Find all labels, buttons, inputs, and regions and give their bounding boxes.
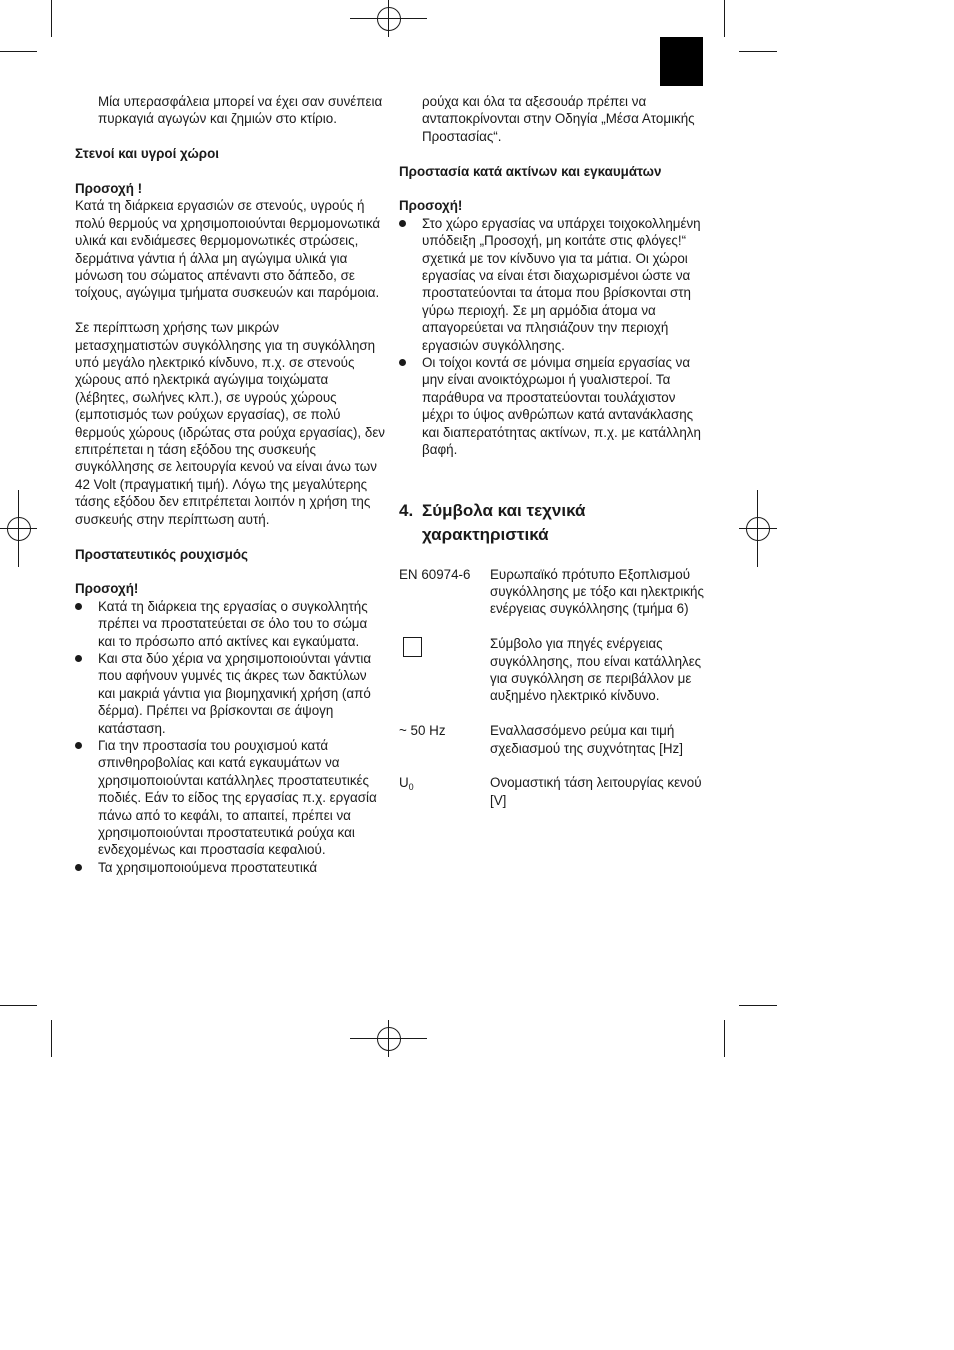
- transformer-paragraph: Σε περίπτωση χρήσης των μικρών μετασχηματιστών συγκόλλησης για τη συγκόλληση υπό μεγάλο ηλεκτρικό κίνδυνο, π.χ. σε στενούς χώρους από ηλεκτρικά αγώγιμα τοιχώματα (λέβητες, σωλήνες κλπ.), σε υγρούς χώρους (εμποτισμός των ρούχων εργασίας), σε πολύ θερμούς χώρους (ιδρώτας στα ρούχα εργασίας), δεν επιτρέπεται η τάση εξόδου της συσκευής συγκόλλησης σε λειτουργία κενού να είναι άνω των 42 Volt (πραγματική τιμή). Λόγω της μεγαλύτερης τάσης εξόδου δεν επιτρέπεται λοιπόν η χρήση της συσκευής στην περίπτωση αυτή.: [75, 320, 385, 527]
- registration-line: [757, 490, 758, 567]
- symbol-key: [399, 774, 490, 809]
- list-item: Τα χρησιμοποιούμενα προστατευτικά: [75, 859, 385, 876]
- radiation-bullet-list: [399, 215, 709, 459]
- crop-mark: [0, 1005, 37, 1006]
- registration-mark-top: [377, 7, 401, 31]
- symbol-row-standard: [399, 566, 709, 618]
- symbol-description: Εναλλασσόμενο ρεύμα και τιμή σχεδιασμού της συχνότητας [Hz]: [490, 723, 683, 756]
- registration-mark-left: [7, 517, 31, 541]
- crop-mark: [51, 0, 52, 37]
- continuation-paragraph: ρούχα και όλα τα αξεσουάρ πρέπει να ανταποκρίνονται στην Οδηγία „Μέσα Ατομικής Προστασίας“.: [422, 94, 695, 144]
- intro-paragraph: Μία υπερασφάλεια μπορεί να έχει σαν συνέπεια πυρκαγιά αγωγών και ζημιών στο κτίριο.: [98, 94, 383, 127]
- caution-label: Προσοχή !: [75, 181, 143, 196]
- narrow-rooms-heading: Στενοί και υγροί χώροι: [75, 146, 219, 162]
- registration-mark-right: [746, 517, 770, 541]
- crop-mark: [724, 0, 725, 37]
- crop-mark: [739, 1005, 777, 1006]
- symbol-description: Σύμβολο για πηγές ενέργειας συγκόλλησης, που είναι κατάλληλες για συγκόλληση σε περιβάλλον με αυξημένο ηλεκτρικό κίνδυνο.: [490, 636, 702, 704]
- list-item: Οι τοίχοι κοντά σε μόνιμα σημεία εργασίας να μην είναι ανοικτόχρωμοι ή γυαλιστεροί. Τα παράθυρα να προστατεύονται τουλάχιστον μέχρι το ύψος ανθρώπων κατά αντανάκλασης και διαπερατότητας ακτίνων, π.χ. με κατάλληλη βαφή.: [399, 354, 709, 458]
- section-number: 4.: [399, 500, 414, 520]
- crop-mark: [51, 1020, 52, 1057]
- left-column: [75, 93, 385, 876]
- symbol-row-no-load-voltage: [399, 774, 709, 809]
- list-item: Κατά τη διάρκεια της εργασίας ο συγκολλητής πρέπει να προστατεύεται σε όλο του το σώμα και το πρόσωπο από ακτίνες και εγκαύματα.: [75, 598, 385, 650]
- registration-line: [388, 1020, 389, 1057]
- symbol-key: EN 60974-6: [399, 566, 471, 582]
- square-outline-symbol-icon: [403, 637, 422, 657]
- protective-clothing-heading: Προστατευτικός ρουχισμός: [75, 546, 249, 562]
- symbol-key: [399, 635, 490, 705]
- list-item: Για την προστασία του ρουχισμού κατά σπινθηροβολίας και κατά εγκαυμάτων να χρησιμοποιούνται κατάλληλες προστατευτικές ποδιές. Εάν το είδος της εργασίας π.χ. εργασία πάνω από το κεφάλι, το απαιτεί, πρέπει να χρησιμοποιούνται προστατευτικά ρούχα και ενδεχομένως και προστασία κεφαλιού.: [75, 737, 385, 859]
- caution-label: Προσοχή!: [75, 581, 139, 597]
- symbol-key-main: U: [399, 775, 409, 791]
- registration-line: [739, 528, 777, 529]
- symbol-row-increased-hazard: [399, 635, 709, 705]
- symbol-row-frequency: [399, 722, 709, 757]
- clothing-bullet-list: [75, 598, 385, 877]
- symbol-description: Ονομαστική τάση λειτουργίας κενού [V]: [490, 775, 702, 808]
- caution-label: Προσοχή!: [399, 198, 463, 214]
- registration-line: [388, 0, 389, 37]
- radiation-heading: Προστασία κατά ακτίνων και εγκαυμάτων: [399, 163, 662, 179]
- insulation-paragraph: Κατά τη διάρκεια εργασιών σε στενούς, υγρούς ή πολύ θερμούς να χρησιμοποιούνται θερμομονωτικά υλικά και ενδιάμεσες θερμομονωτικές στρώσεις, δερμάτινα γάντια ή άλλα μη αγώγιμα υλικά για μόνωση του σώματος απέναντι στο δάπεδο, σε τοίχους, αγώγιμα τμήματα συσκευών και παρόμοια.: [75, 198, 381, 301]
- symbol-description: Ευρωπαϊκό πρότυπο Εξοπλισμού συγκόλλησης με τόξο και ηλεκτρικής ενέργειας συγκόλλησης (τμήμα 6): [490, 566, 704, 617]
- right-column: [399, 93, 709, 809]
- section-title: Σύμβολα και τεχνικά χαρακτηριστικά: [422, 500, 586, 544]
- crop-mark: [724, 1020, 725, 1057]
- list-item: Και στα δύο χέρια να χρησιμοποιούνται γάντια που αφήνουν γυμνές τις άκρες των δακτύλων και μακριά γάντια για βιομηχανική χρήση (από δέρμα). Πρέπει να βρίσκονται σε άψογη κατάσταση.: [75, 650, 385, 737]
- registration-mark-bottom: [377, 1027, 401, 1051]
- symbol-key: ~ 50 Hz: [399, 723, 446, 739]
- section-heading: [399, 499, 709, 547]
- crop-mark: [0, 51, 37, 52]
- symbol-key-subscript: 0: [408, 782, 414, 793]
- language-thumb-tab: [660, 37, 703, 86]
- crop-mark: [739, 51, 777, 52]
- list-item: Στο χώρο εργασίας να υπάρχει τοιχοκολλημένη υπόδειξη „Προσοχή, μη κοιτάτε στις φλόγες!“ σχετικά με τον κίνδυνο για τα μάτια. Οι χώροι εργασίας να είναι έτσι διαχωρισμένοι ώστε να προστατεύονται τα άτομα που βρίσκονται στη γύρω περιοχή. Σε μη αρμόδια άτομα να απαγορεύεται να πλησιάζουν την περιοχή εργασιών συγκόλλησης.: [399, 215, 709, 354]
- registration-line: [18, 490, 19, 567]
